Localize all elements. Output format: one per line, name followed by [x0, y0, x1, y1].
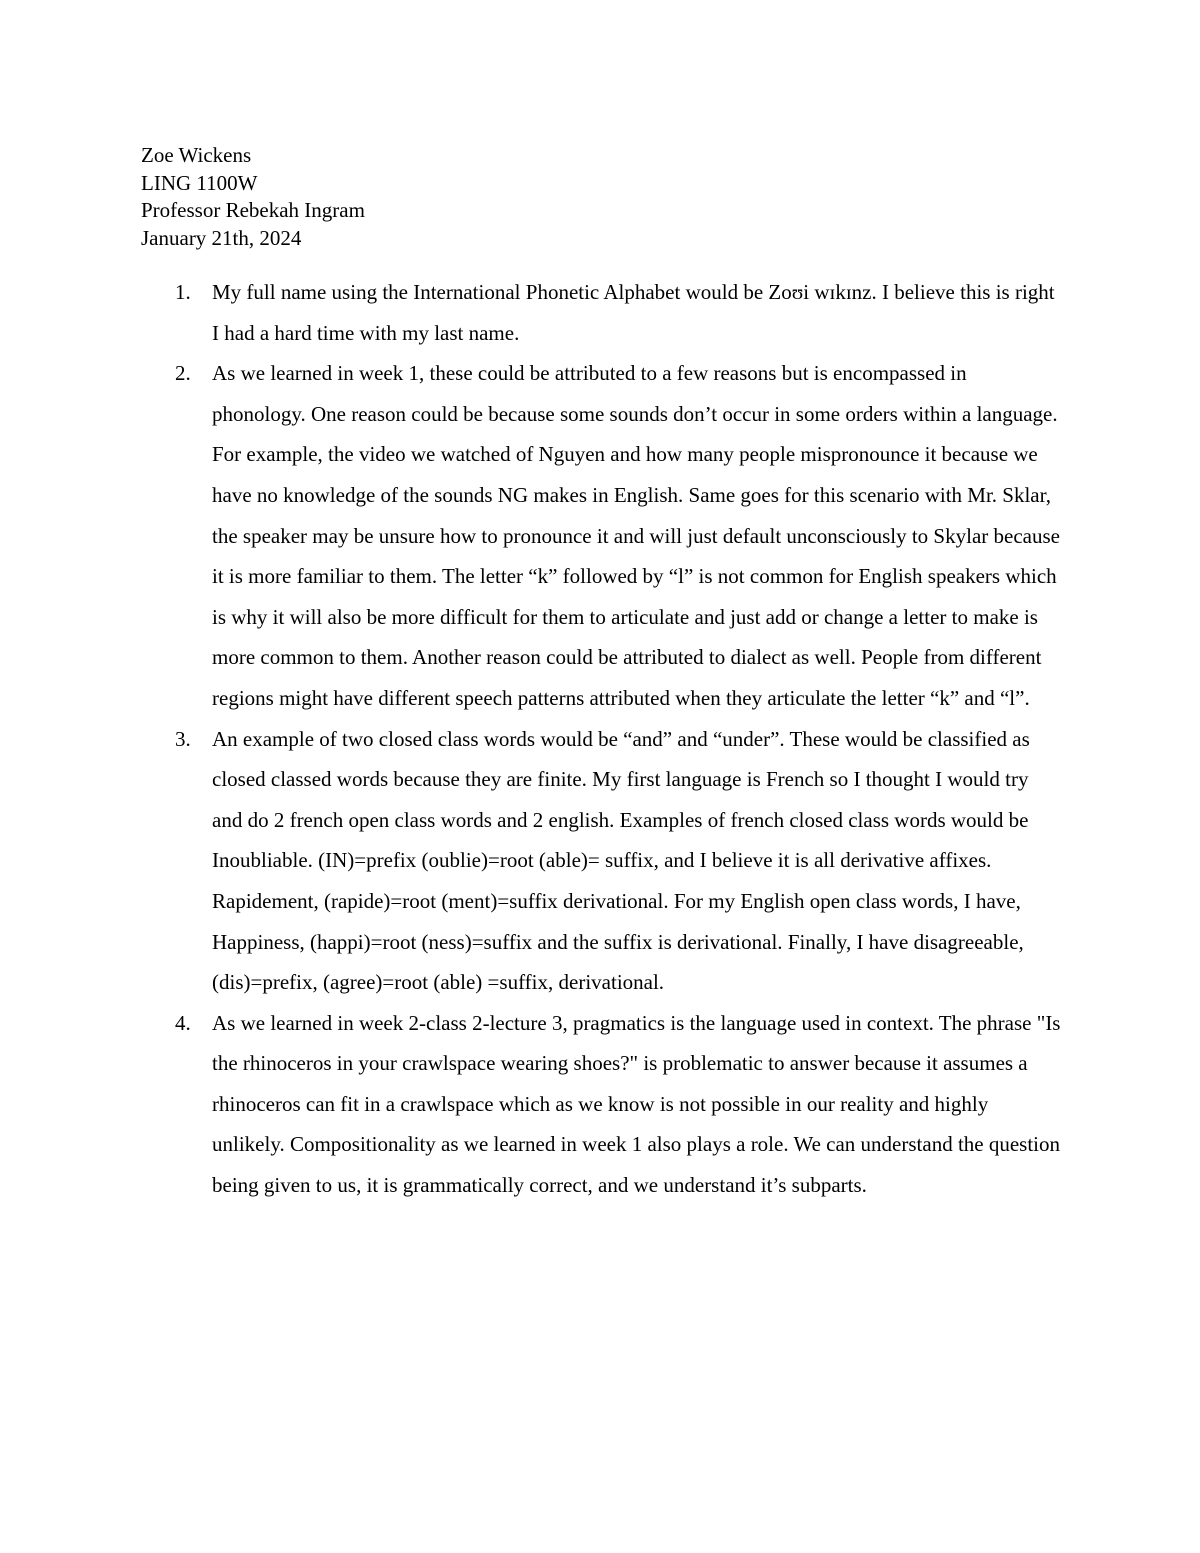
assignment-date: January 21th, 2024 [141, 225, 302, 250]
answer-text: My full name using the International Phonetic Alphabet would be Zoʊi wɪkɪnz. I believe this is right I had a hard time with my last name. [212, 280, 1055, 345]
answer-text: As we learned in week 2-class 2-lecture 3, pragmatics is the language used in context. The phrase "Is the rhinoceros in your crawlspace wearing shoes?" is problematic to answer because it assumes a rhinoceros can fit in a crawlspace which as we know is not possible in our reality and highly unlikely. Compositionality as we learned in week 1 also plays a role. We can understand the question being given to us, it is grammatically correct, and we understand it’s subparts. [212, 1010, 1061, 1198]
course-code: LING 1100W [141, 170, 258, 195]
answer-text: An example of two closed class words would be “and” and “under”. These would be classified as closed classed words because they are finite. My first language is French so I thought I would try and do 2 french open class words and 2 english. Examples of french closed class words would be Inoubliable. (IN)=prefix (oublie)=root (able)= suffix, and I believe it is all derivative affixes. Rapidement, (rapide)=root (ment)=suffix derivational. For my English open class words, I have, Happiness, (happi)=root (ness)=suffix and the suffix is derivational. Finally, I have disagreeable, (dis)=prefix, (agree)=root (able) =suffix, derivational. [212, 726, 1030, 995]
document-header [141, 142, 365, 252]
answer-number: 3. [175, 726, 191, 751]
professor-name: Professor Rebekah Ingram [141, 198, 365, 222]
answer-item-1 [141, 272, 1061, 353]
answer-text: As we learned in week 1, these could be attributed to a few reasons but is encompassed in phonology. One reason could be because some sounds don’t occur in some orders within a language. For example, the video we watched of Nguyen and how many people mispronounce it because we have no knowledge of the sounds NG makes in English. Same goes for this scenario with Mr. Sklar, the speaker may be unsure how to pronounce it and will just default unconsciously to Skylar because it is more familiar to them. The letter “k” followed by “l” is not common for English speakers which is why it will also be more difficult for them to articulate and just add or change a letter to make is more common to them. Another reason could be attributed to dialect as well. People from different regions might have different speech patterns attributed when they articulate the letter “k” and “l”. [212, 361, 1060, 710]
answer-number: 1. [175, 280, 191, 304]
answer-item-4 [141, 1003, 1061, 1206]
answer-item-2 [141, 353, 1061, 718]
answer-number: 4. [175, 1010, 191, 1035]
student-name: Zoe Wickens [141, 143, 252, 167]
answer-list [141, 272, 1061, 1206]
answer-number: 2. [175, 361, 191, 386]
answer-item-3 [141, 719, 1061, 1003]
